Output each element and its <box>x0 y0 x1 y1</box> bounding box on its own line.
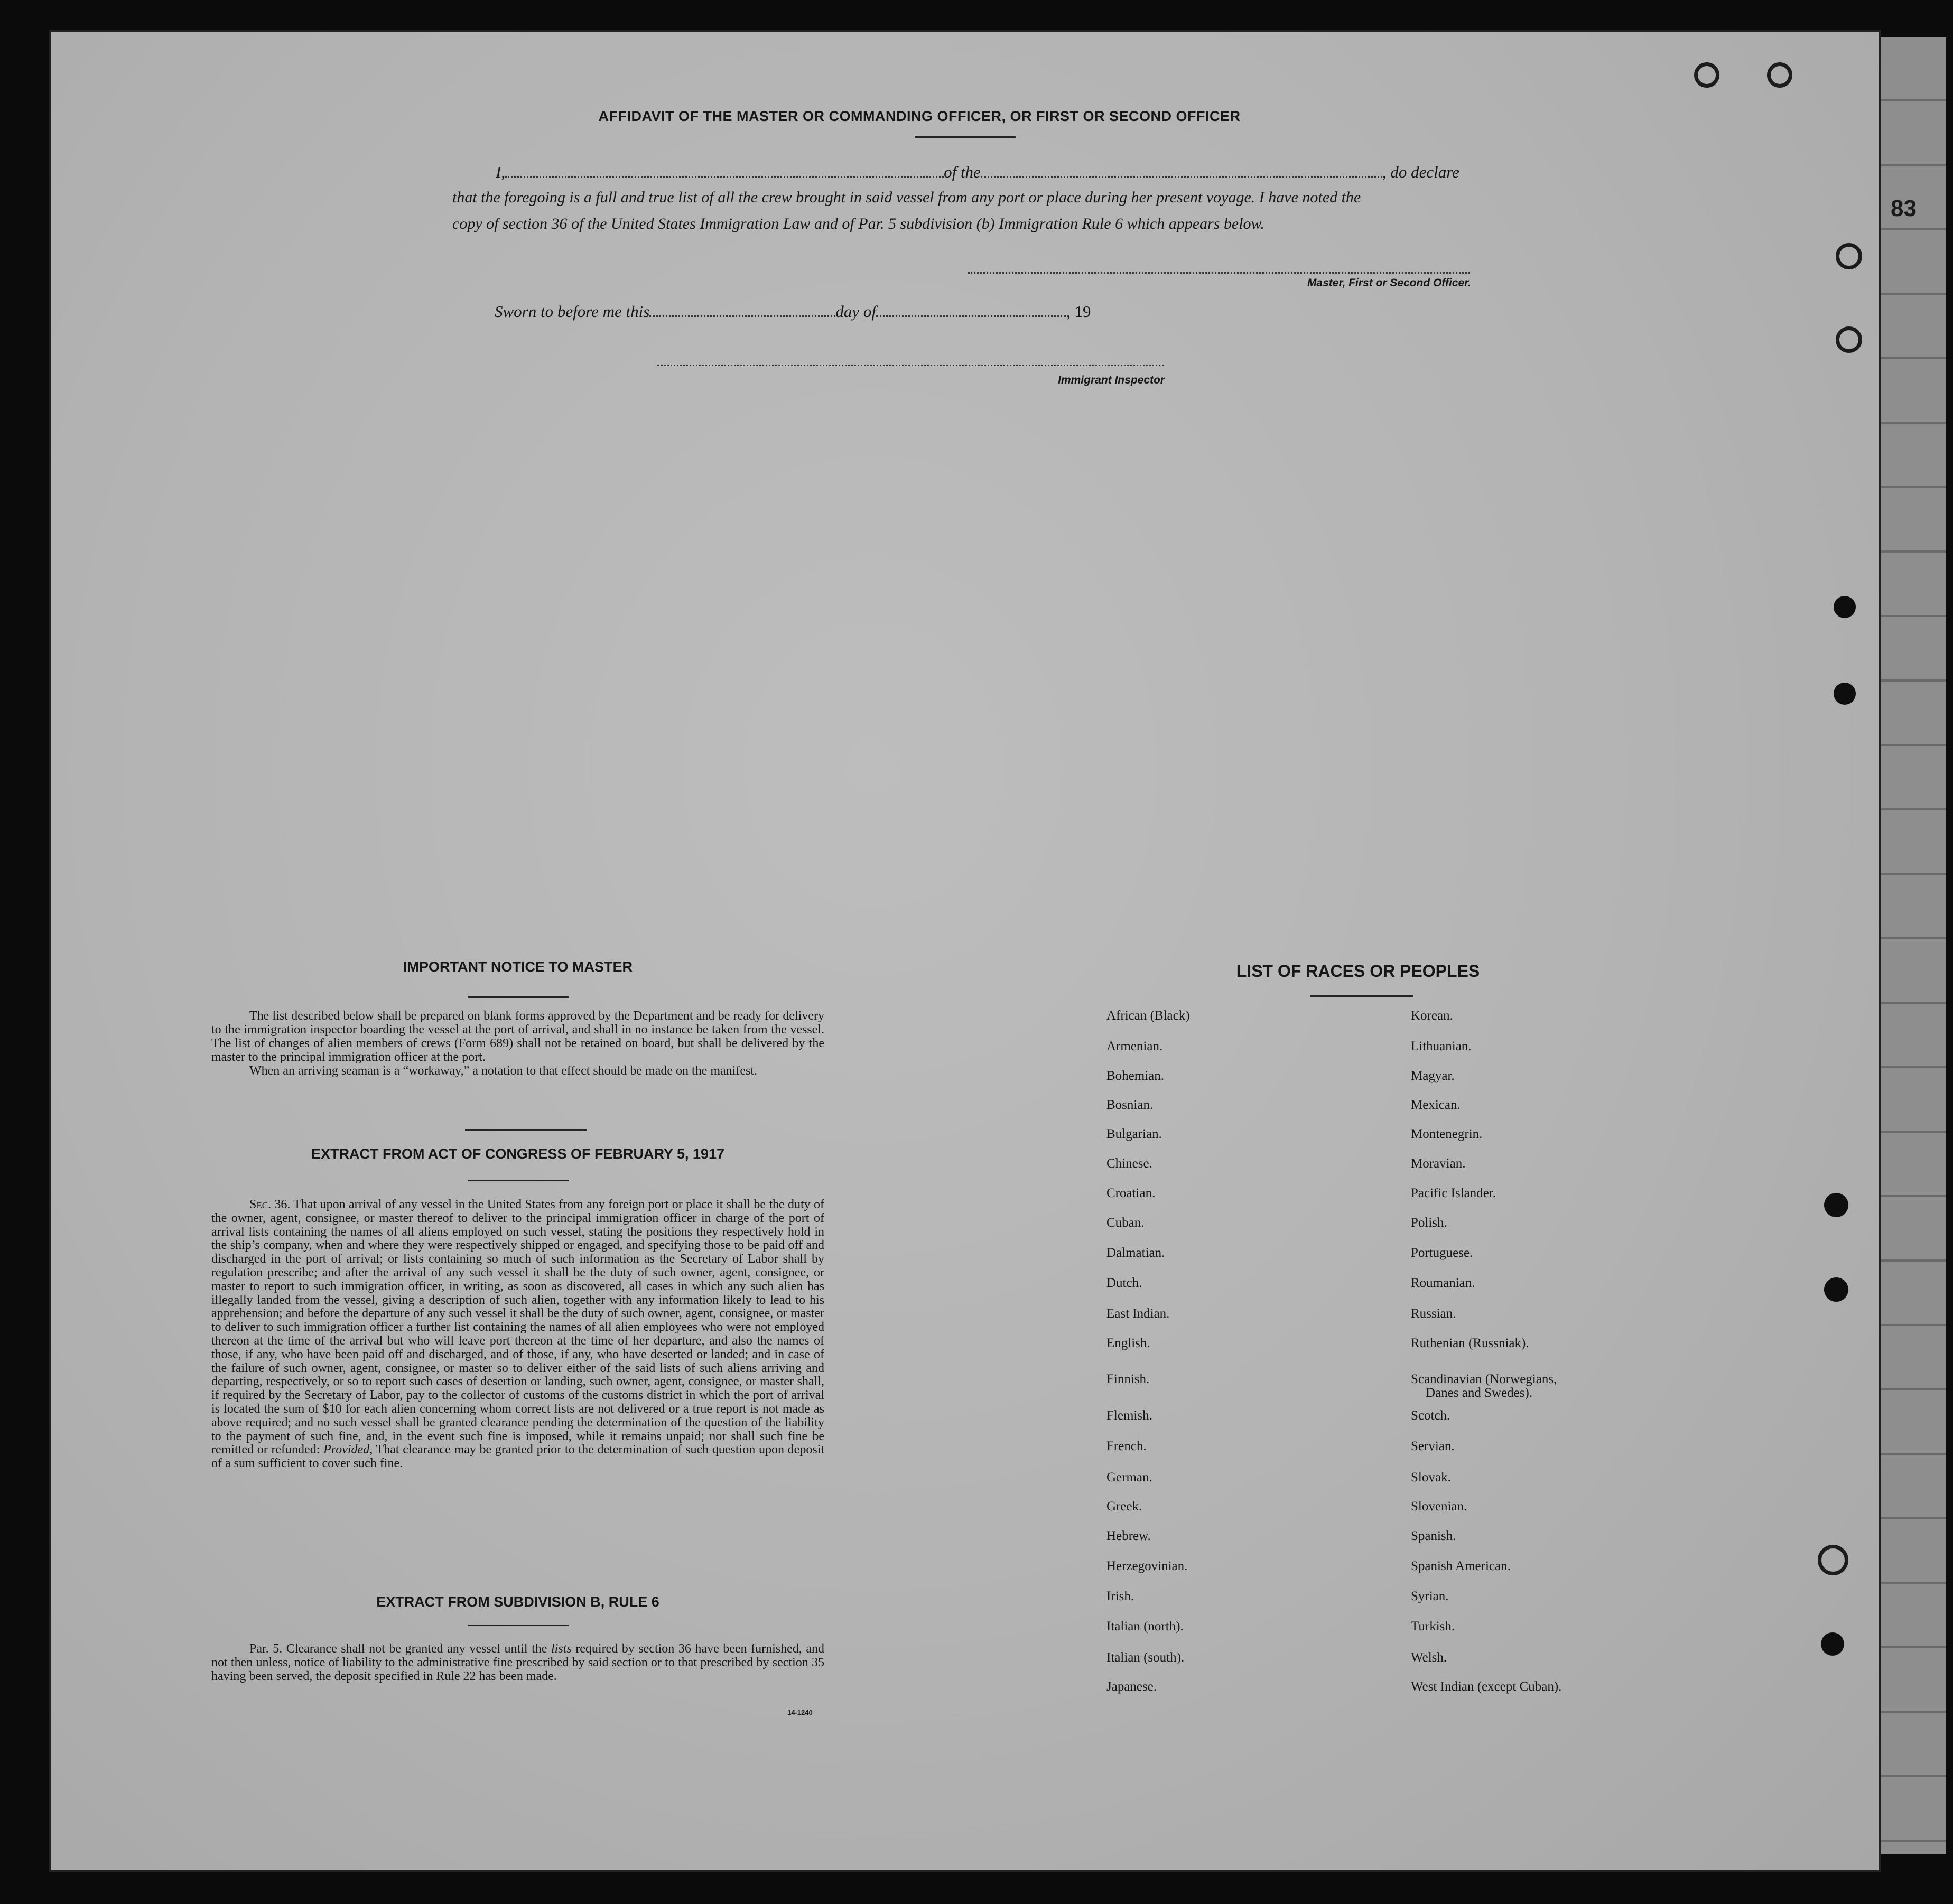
rule-extract-text <box>211 1642 824 1683</box>
important-notice-title: IMPORTANT NOTICE TO MASTER <box>403 959 633 975</box>
divider <box>468 1180 569 1181</box>
notice-paragraph-1: The list described below shall be prepared on blank forms approved by the Department and be ready for delivery to the immigration inspector boarding the vessel at the port of arrival, and shall in no instance be taken from the vessel. The list of changes of alien members of crews (Form 689) shall not be retained on board, but shall be delivered by the master to the principal immigration officer at the port. <box>211 1009 824 1064</box>
binder-strip <box>1871 37 1946 1854</box>
race-item-left: Cuban. <box>1106 1216 1145 1230</box>
divider <box>915 136 1016 138</box>
race-item-right: Slovenian. <box>1411 1499 1467 1514</box>
day-of-label: day of <box>835 302 876 321</box>
race-item-right: Portuguese. <box>1411 1246 1473 1260</box>
race-item-right-continuation: Danes and Swedes). <box>1426 1386 1533 1400</box>
race-item-right: Syrian. <box>1411 1589 1449 1603</box>
important-notice-text <box>211 1009 824 1078</box>
race-item-left: Irish. <box>1106 1589 1134 1603</box>
race-item-left: English. <box>1106 1336 1150 1350</box>
race-item-left: Herzegovinian. <box>1106 1559 1188 1573</box>
race-item-right: Pacific Islander. <box>1411 1186 1496 1200</box>
provided-word: Provided, <box>323 1443 373 1457</box>
divider <box>468 996 569 998</box>
races-title: LIST OF RACES OR PEOPLES <box>1236 962 1480 981</box>
act-body: That upon arrival of any vessel in the United States from any foreign port or place it shall be the duty of the owner, agent, consignee, or master thereof to deliver to the principal immigration officer in charge of the port of arrival lists containing the names of all aliens employed on such vessel, stating the positions they respectively hold in the ship’s company, when and where they were respectively shipped or engaged, and specifying those to be paid off and discharged in the port of arrival; or lists containing so much of such information as the Secretary of Labor shall by regulation prescribe; and after the arrival of any such vessel it shall be the duty of such owner, agent, consignee, or master to report to such immigration officer, in writing, as soon as discovered, all cases in which any such alien has illegally landed from the vessel, giving a description of such alien, together with any information likely to lead to his apprehension; and before the departure of any such vessel it shall be the duty of such owner, agent, consignee, or master to deliver to such immigration officer a further list containing the names of all alien employees who were not employed thereon at the time of the arrival but who will leave port thereon at the time of her departure, and also the names of those, if any, who have been paid off and discharged, and of those, if any, who have deserted or landed; and in case of the failure of such owner, agent, consignee, or master so to deliver either of the said lists of such aliens arriving and departing, respectively, or so to report such cases of desertion or landing, such owner, agent, consignee, or master shall, if required by the Secretary of Labor, pay to the collector of customs of the customs district in which the port of arrival is located the sum of $10 for each alien concerning whom correct lists are not delivered or a true report is not made as above required; and no such vessel shall be granted clearance pending the determination of the question of the liability to the payment of such fine, and, in the event such fine is imposed, while it remains unpaid; nor shall such fine be remitted or refunded: <box>211 1198 824 1457</box>
affidavit-declare-label: , do declare <box>1382 163 1459 181</box>
race-item-right: Polish. <box>1411 1216 1447 1230</box>
vessel-field[interactable] <box>981 171 1382 178</box>
binder-hole-icon <box>1821 1632 1844 1656</box>
binder-hole-icon <box>1824 1193 1848 1217</box>
par-5-text-cont: required by section 36 have been furnished, and not then unless, notice of liability to the administrative fine prescribed by said section or to that prescribed by section 35 having been served, the deposit specified in Rule 22 has been made. <box>211 1642 825 1683</box>
affidavit-of-label: of the <box>944 163 981 181</box>
affidavit-title: AFFIDAVIT OF THE MASTER OR COMMANDING OFFICER, OR FIRST OR SECOND OFFICER <box>598 108 1241 124</box>
master-signature-line[interactable] <box>968 272 1470 274</box>
binder-hole-icon <box>1834 596 1856 618</box>
race-item-left: Bulgarian. <box>1106 1127 1162 1141</box>
race-item-left: Dutch. <box>1106 1276 1142 1290</box>
proviso-text: That clearance may be granted prior to the determination of such question upon deposit of a sum sufficient to cover such fine. <box>211 1443 825 1471</box>
race-item-left: Bohemian. <box>1106 1069 1165 1083</box>
form-number: 14-1240 <box>787 1709 813 1716</box>
race-item-left: Chinese. <box>1106 1156 1152 1171</box>
binder-hole-icon <box>1836 243 1862 269</box>
race-item-left: East Indian. <box>1106 1306 1170 1321</box>
rule-extract-title: EXTRACT FROM SUBDIVISION B, RULE 6 <box>376 1594 659 1610</box>
race-item-right: Slovak. <box>1411 1470 1451 1485</box>
race-item-right: Scandinavian (Norwegians, <box>1411 1372 1557 1386</box>
name-field[interactable] <box>505 171 944 178</box>
race-item-left: Italian (south). <box>1106 1650 1185 1665</box>
race-item-right: Spanish. <box>1411 1529 1456 1543</box>
binder-hole-icon <box>1767 62 1792 88</box>
race-item-right: Korean. <box>1411 1009 1453 1023</box>
race-item-left: Flemish. <box>1106 1408 1152 1423</box>
race-item-right: Montenegrin. <box>1411 1127 1483 1141</box>
race-item-left: Hebrew. <box>1106 1529 1151 1543</box>
binder-hole-icon <box>1834 683 1856 705</box>
race-item-left: Finnish. <box>1106 1372 1150 1386</box>
binder-hole-icon <box>1694 62 1719 88</box>
divider <box>468 1625 569 1626</box>
affidavit-line-3: copy of section 36 of the United States Immigration Law and of Par. 5 subdivision (b) Immigration Rule 6 which appears below. <box>452 215 1264 232</box>
race-item-left: French. <box>1106 1439 1147 1453</box>
master-signature-label: Master, First or Second Officer. <box>1307 277 1471 289</box>
act-extract-text <box>211 1198 824 1471</box>
race-item-left: Croatian. <box>1106 1186 1156 1200</box>
sworn-month-field[interactable] <box>876 310 1066 317</box>
race-item-right: Ruthenian (Russniak). <box>1411 1336 1529 1350</box>
inspector-label: Immigrant Inspector <box>1058 374 1165 386</box>
race-item-left: German. <box>1106 1470 1152 1485</box>
sworn-day-field[interactable] <box>649 310 835 317</box>
affidavit-i-label: I, <box>496 163 506 181</box>
race-item-left: Armenian. <box>1106 1039 1163 1053</box>
race-item-left: African (Black) <box>1106 1009 1190 1023</box>
race-item-left: Bosnian. <box>1106 1098 1154 1112</box>
race-item-right: Roumanian. <box>1411 1276 1475 1290</box>
binder-hole-icon <box>1818 1545 1848 1575</box>
race-item-right: Turkish. <box>1411 1619 1455 1634</box>
act-extract-title: EXTRACT FROM ACT OF CONGRESS OF FEBRUARY 5, 1917 <box>311 1146 725 1162</box>
race-item-left: Italian (north). <box>1106 1619 1184 1634</box>
sworn-label: Sworn to before me this <box>495 302 650 321</box>
race-item-right: West Indian (except Cuban). <box>1411 1679 1562 1694</box>
par-5-text: Par. 5. Clearance shall not be granted any vessel until the <box>249 1642 547 1656</box>
race-item-left: Dalmatian. <box>1106 1246 1165 1260</box>
race-item-left: Greek. <box>1106 1499 1142 1514</box>
sworn-line <box>495 297 1129 326</box>
race-item-right: Spanish American. <box>1411 1559 1511 1573</box>
affidavit-line-2: that the foregoing is a full and true list of all the crew brought in said vessel from any port or place during her present voyage. I have noted the <box>452 189 1361 206</box>
lists-word: lists <box>551 1642 572 1656</box>
divider <box>1310 995 1413 997</box>
race-item-right: Russian. <box>1411 1306 1456 1321</box>
binder-hole-icon <box>1836 326 1862 353</box>
race-item-right: Servian. <box>1411 1439 1455 1453</box>
binder-hole-icon <box>1824 1277 1848 1302</box>
sec-36-label: Sec. 36. <box>249 1198 291 1211</box>
inspector-signature-line[interactable] <box>657 365 1164 366</box>
strip-number: 83 <box>1891 195 1917 221</box>
race-item-right: Mexican. <box>1411 1098 1461 1112</box>
divider <box>465 1129 587 1131</box>
race-item-right: Magyar. <box>1411 1069 1455 1083</box>
race-item-right: Moravian. <box>1411 1156 1466 1171</box>
race-item-right: Scotch. <box>1411 1408 1450 1423</box>
race-item-right: Lithuanian. <box>1411 1039 1472 1053</box>
year-label: , 19 <box>1066 302 1091 321</box>
race-item-left: Japanese. <box>1106 1679 1157 1694</box>
notice-paragraph-2: When an arriving seaman is a “workaway,” a notation to that effect should be made on the manifest. <box>249 1064 757 1078</box>
race-item-right: Welsh. <box>1411 1650 1447 1665</box>
